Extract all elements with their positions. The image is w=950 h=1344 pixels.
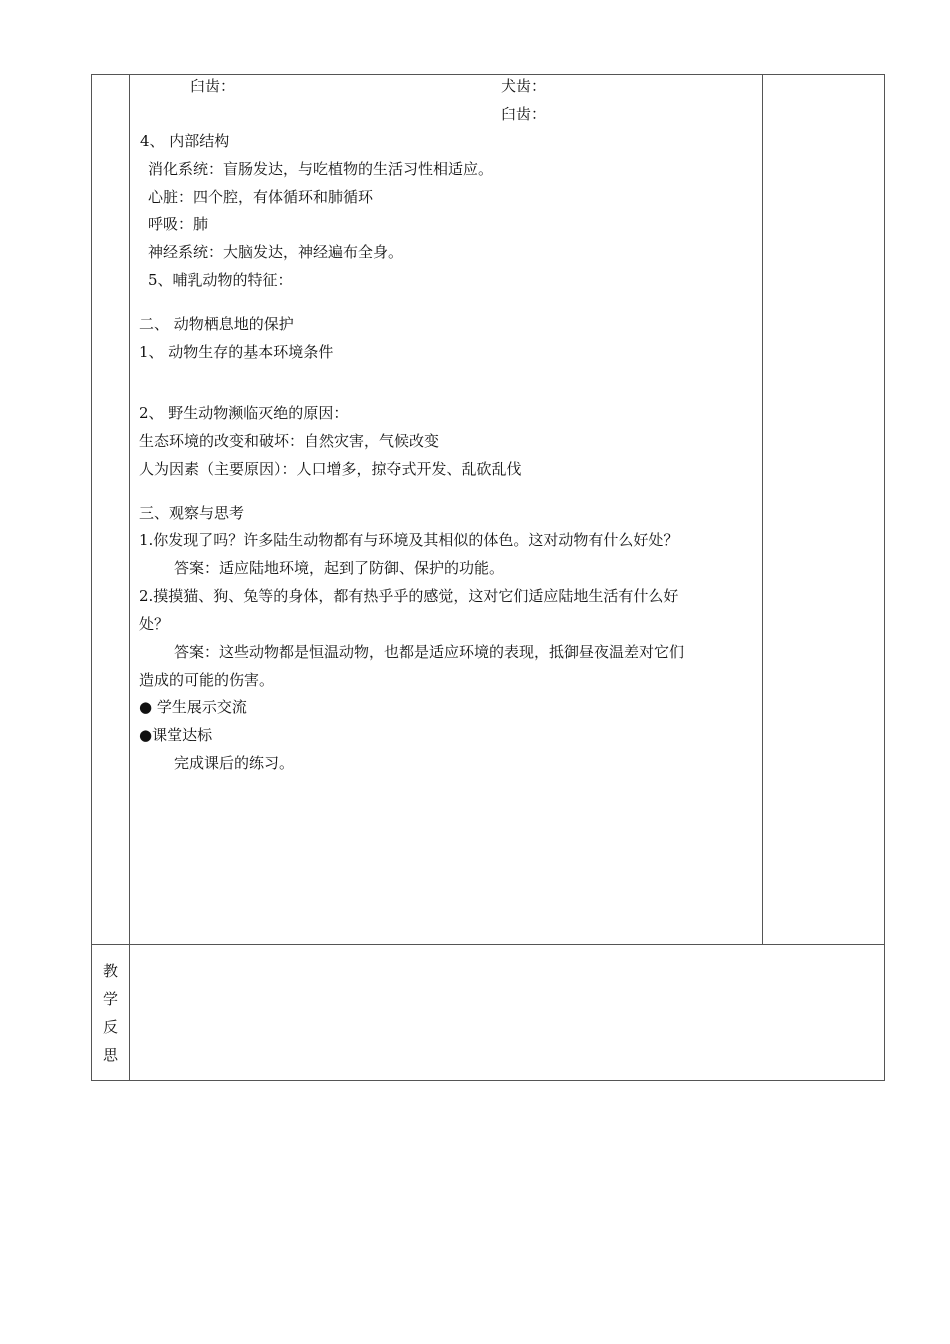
class-target-bullet: ●课堂达标 [139, 726, 213, 744]
teeth-canine: 犬齿： [501, 77, 547, 95]
reflection-char: 教 [102, 962, 118, 980]
exercise-text: 完成课后的练习。 [174, 754, 295, 772]
reflection-char: 思 [102, 1046, 118, 1064]
section-2-item-1: 1、 动物生存的基本环境条件 [139, 343, 334, 361]
answer-1: 答案：适应陆地环境，起到了防御、保护的功能。 [174, 559, 505, 577]
breathing-text: 呼吸：肺 [148, 215, 209, 233]
section-3-title: 三、观察与思考 [139, 504, 245, 522]
reflection-char: 反 [102, 1018, 118, 1036]
reflection-content-cell [130, 945, 884, 1081]
nervous-system-text: 神经系统：大脑发达，神经遍布全身。 [148, 243, 404, 261]
teeth-molar-right: 臼齿： [501, 105, 547, 123]
left-column-divider [129, 75, 130, 1081]
human-causes-text: 人为因素（主要原因）：人口增多，掠夺式开发、乱砍乱伐 [139, 460, 522, 478]
teeth-molar-left: 臼齿： [190, 77, 236, 95]
natural-causes-text: 生态环境的改变和破坏：自然灾害，气候改变 [139, 432, 440, 450]
answer-2-line-2: 造成的可能的伤害。 [139, 671, 275, 689]
question-1: 1.你发现了吗？许多陆生动物都有与环境及其相似的体色。这对动物有什么好处？ [139, 531, 679, 549]
section-2-title: 二、 动物栖息地的保护 [139, 315, 294, 333]
question-2-line-2: 处？ [139, 615, 170, 633]
question-2-line-1: 2.摸摸猫、狗、兔等的身体，都有热乎乎的感觉，这对它们适应陆地生活有什么好 [139, 587, 679, 605]
digestive-system-text: 消化系统：盲肠发达，与吃植物的生活习性相适应。 [148, 160, 494, 178]
lesson-table [91, 74, 885, 1081]
heart-text: 心脏：四个腔，有体循环和肺循环 [148, 188, 374, 206]
student-display-bullet: ● 学生展示交流 [139, 698, 247, 716]
mammal-features-heading: 5、哺乳动物的特征： [148, 271, 293, 289]
notes-cell [763, 75, 884, 944]
teaching-reflection-label [92, 945, 129, 1081]
internal-structure-heading: 4、 内部结构 [140, 132, 230, 150]
reflection-char: 学 [102, 990, 118, 1008]
answer-2-line-1: 答案：这些动物都是恒温动物，也都是适应环境的表现，抵御昼夜温差对它们 [174, 643, 685, 661]
section-2-item-2: 2、 野生动物濒临灭绝的原因： [139, 404, 349, 422]
